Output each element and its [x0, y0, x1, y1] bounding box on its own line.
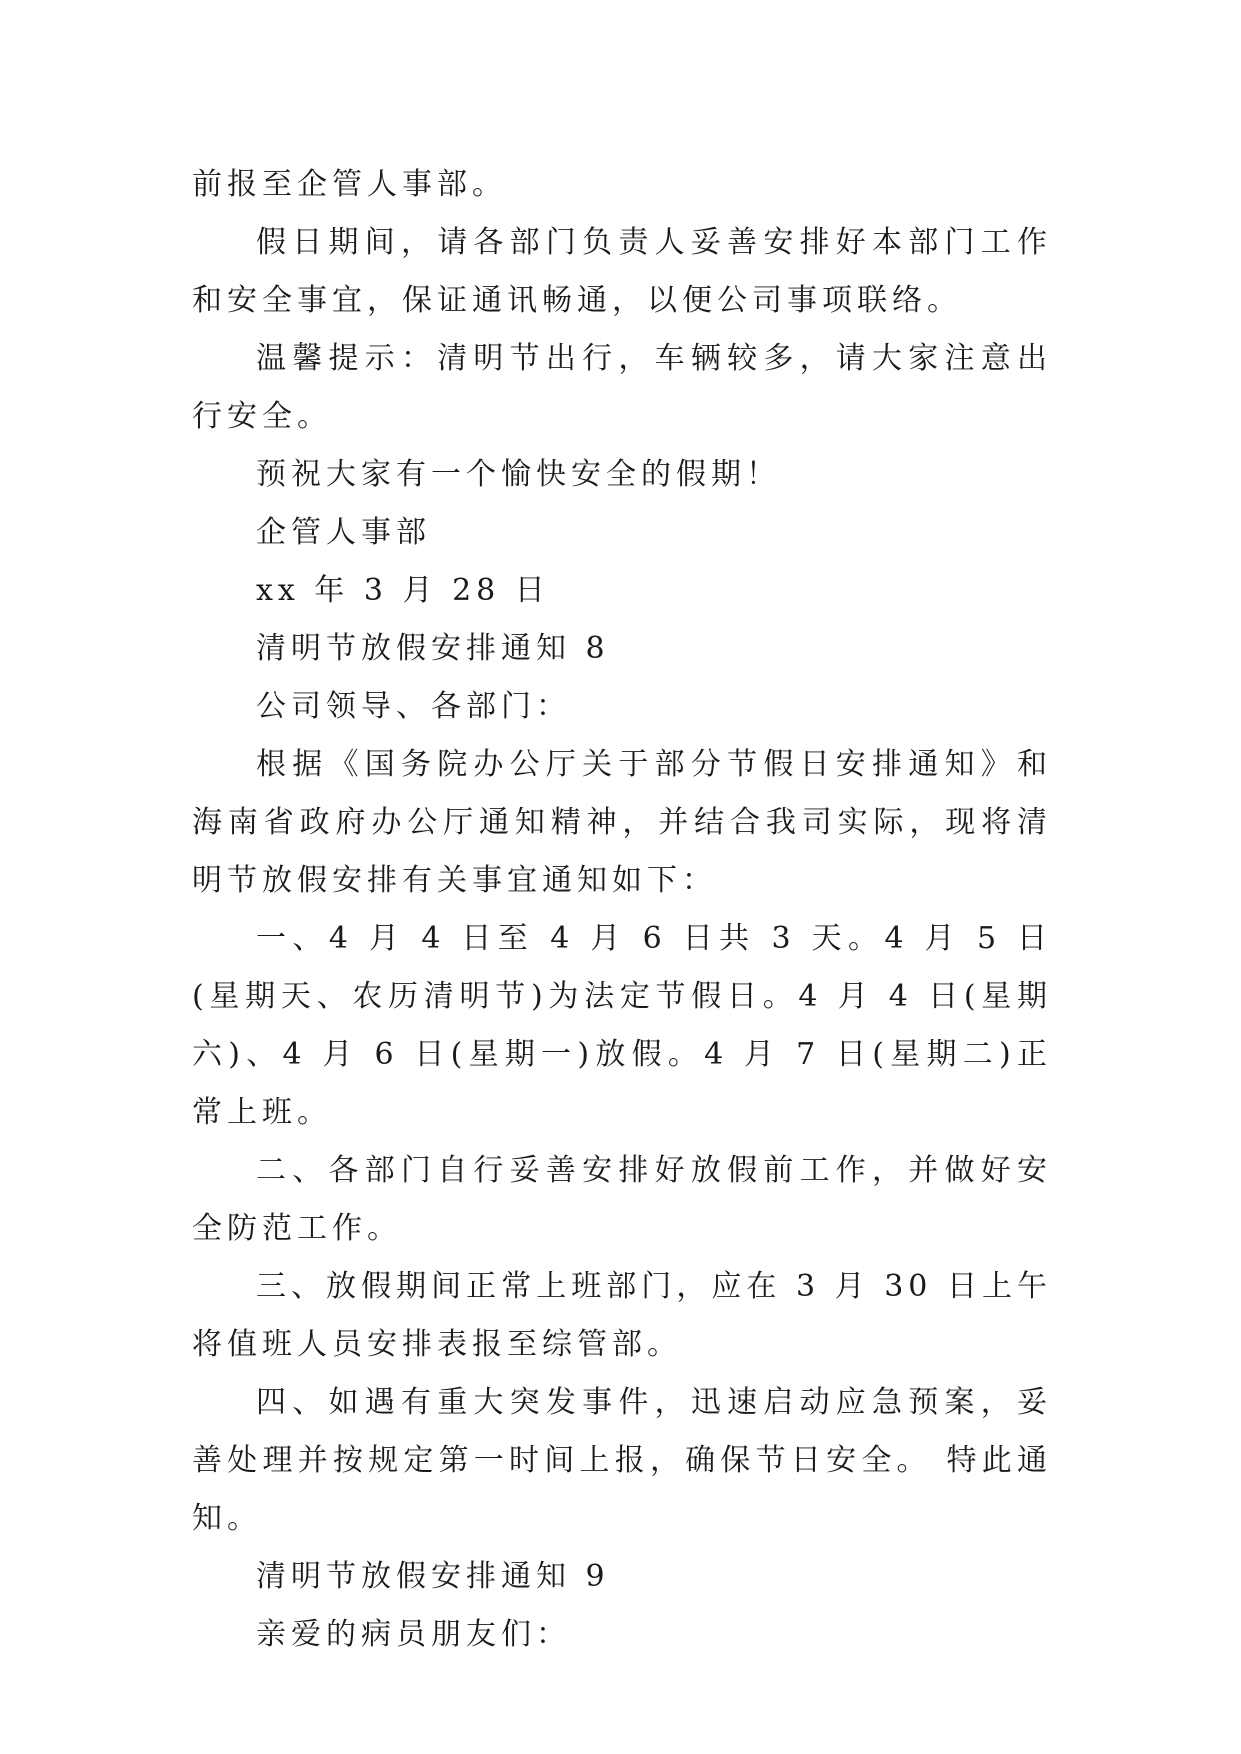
signature-department: 企管人事部 — [256, 515, 431, 550]
list-item: 四、如遇有重大突发事件，迅速启动应急预案，妥善处理并按规定第一时间上报，确保节日安全。 特此通知。 — [192, 1385, 1052, 1536]
salutation: 公司领导、各部门： — [256, 689, 571, 724]
paragraph: 根据《国务院办公厅关于部分节假日安排通知》和海南省政府办公厅通知精神，并结合我司实际，现将清明节放假安排有关事宜通知如下： — [192, 747, 1052, 898]
section-title: 清明节放假安排通知 9 — [256, 1559, 610, 1594]
paragraph: 预祝大家有一个愉快安全的假期！ — [256, 457, 781, 492]
salutation: 亲爱的病员朋友们： — [256, 1617, 571, 1652]
signature-date: xx 年 3 月 28 日 — [256, 573, 550, 608]
section-title: 清明节放假安排通知 8 — [256, 631, 610, 666]
document-body — [192, 156, 1052, 1664]
paragraph: 温馨提示：清明节出行，车辆较多，请大家注意出行安全。 — [192, 341, 1052, 434]
paragraph: 假日期间，请各部门负责人妥善安排好本部门工作和安全事宜，保证通讯畅通，以便公司事项联络。 — [192, 225, 1052, 318]
list-item: 二、各部门自行妥善安排好放假前工作，并做好安全防范工作。 — [192, 1153, 1052, 1246]
list-item: 三、放假期间正常上班部门，应在 3 月 30 日上午将值班人员安排表报至综管部。 — [192, 1269, 1052, 1362]
list-item: 一、4 月 4 日至 4 月 6 日共 3 天。4 月 5 日(星期天、农历清明节)为法定节假日。4 月 4 日(星期六)、4 月 6 日(星期一)放假。4 月 7 日(星期二)正常上班。 — [192, 921, 1052, 1130]
paragraph: 前报至企管人事部。 — [192, 167, 507, 202]
